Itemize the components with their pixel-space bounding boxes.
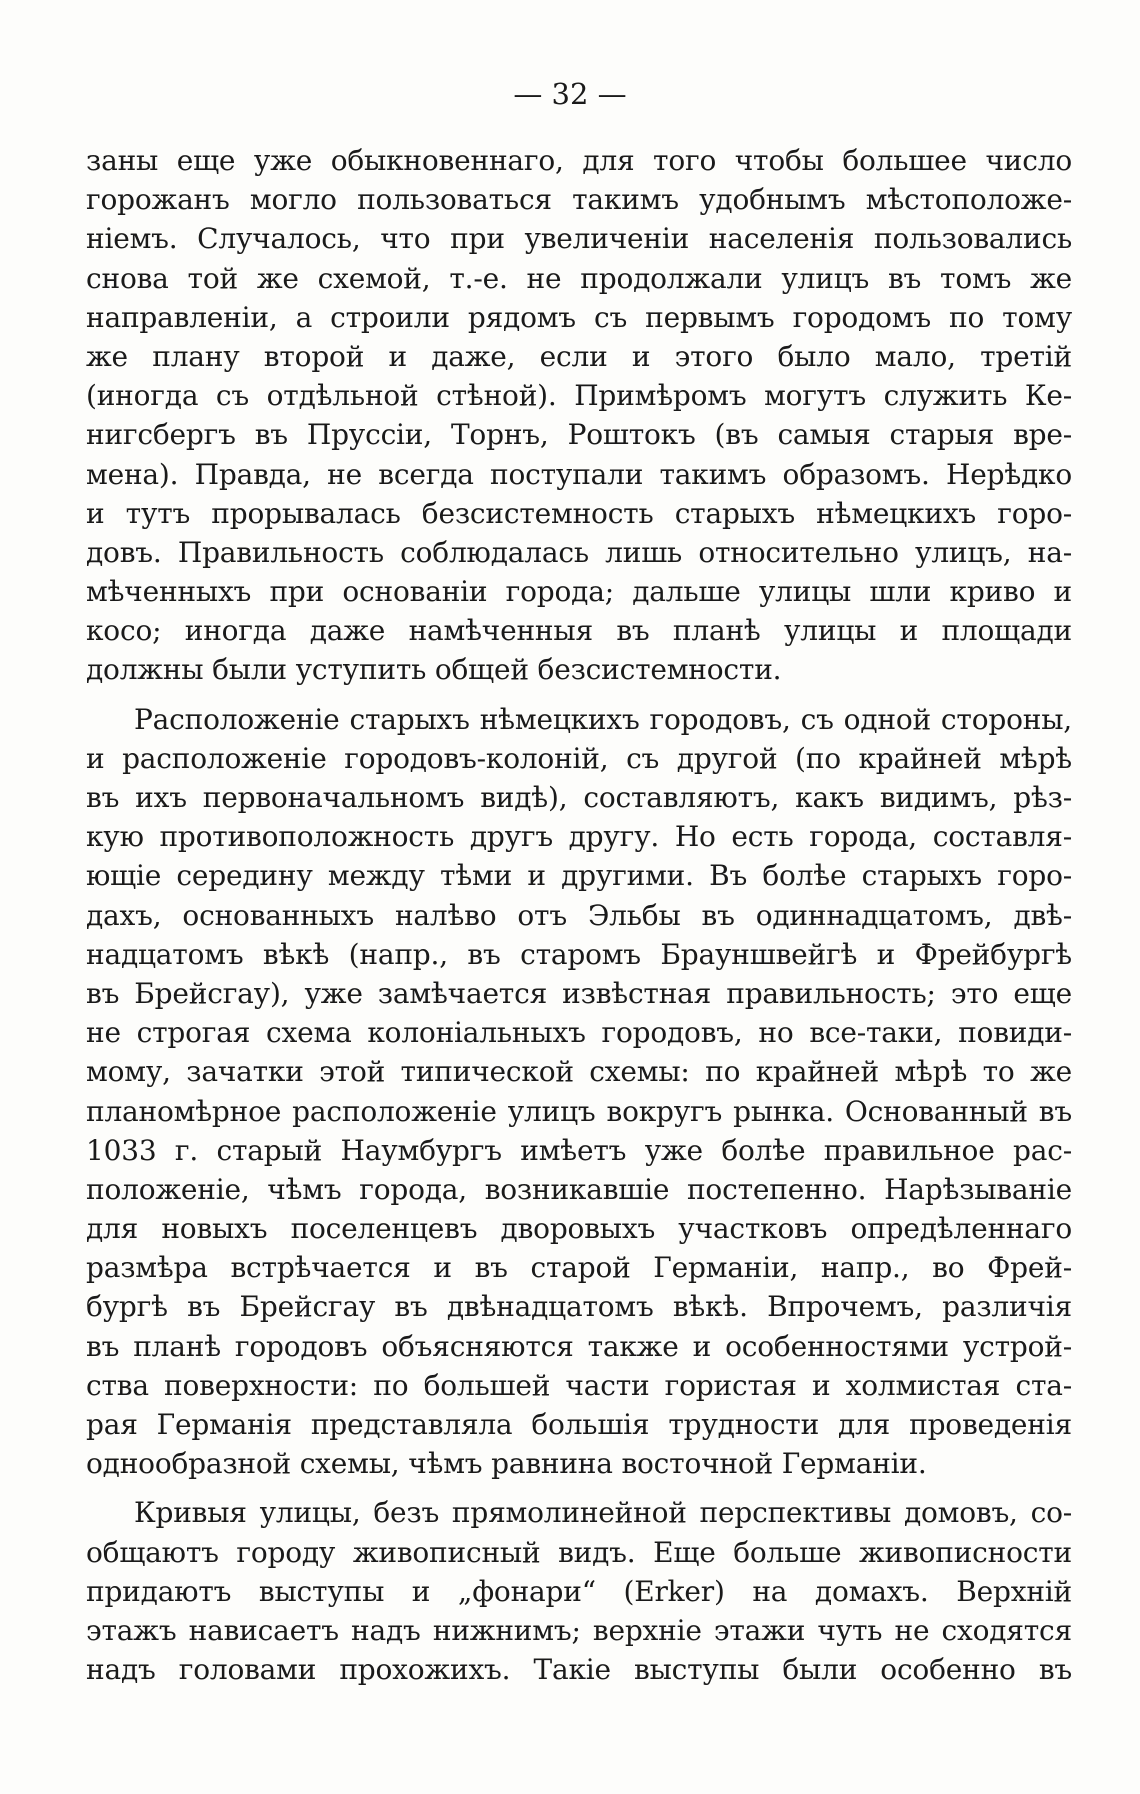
paragraph-gap — [86, 1483, 1072, 1493]
text-line: и расположеніе городовъ-колоній, съ другой (по крайней мѣрѣ — [86, 741, 1072, 775]
text-line: ніемъ. Случалось, что при увеличеніи населенія пользовались — [86, 222, 1072, 256]
text-line: же плану второй и даже, если и этого было мало, третій — [86, 339, 1072, 373]
text-line: ства поверхности: по большей части гористая и холмистая ста- — [86, 1368, 1072, 1402]
text-line: снова той же схемой, т.-е. не продолжали улицъ въ томъ же — [86, 261, 1072, 295]
text-line: однообразной схемы, чѣмъ равнина восточной Германіи. — [86, 1447, 927, 1481]
text-line: направленіи, а строили рядомъ съ первымъ городомъ по тому — [86, 300, 1072, 334]
text-line: планомѣрное расположеніе улицъ вокругъ рынка. Основанный въ — [86, 1094, 1072, 1128]
text-line: ющіе середину между тѣми и другими. Въ болѣе старыхъ горо- — [86, 859, 1072, 893]
text-line: придаютъ выступы и „фонари“ (Erker) на домахъ. Верхній — [86, 1574, 1072, 1608]
text-line: нигсбергъ въ Пруссіи, Торнъ, Роштокъ (въ самыя старыя вре- — [86, 418, 1072, 452]
text-line: надъ головами прохожихъ. Такіе выступы были особенно въ — [86, 1653, 1072, 1687]
text-line: и тутъ прорывалась безсистемность старыхъ нѣмецкихъ горо- — [86, 496, 1072, 530]
text-line: бургѣ въ Брейсгау въ двѣнадцатомъ вѣкѣ. Впрочемъ, различія — [86, 1290, 1072, 1324]
text-line: въ планѣ городовъ объясняются также и особенностями устрой- — [86, 1329, 1072, 1363]
paragraph-1 — [86, 141, 1072, 690]
text-line: 1033 г. старый Наумбургъ имѣетъ уже болѣе правильное рас- — [86, 1133, 1072, 1167]
paragraph-2 — [86, 700, 1072, 1484]
text-line: не строгая схема колоніальныхъ городовъ, но все-таки, повиди- — [86, 1016, 1072, 1050]
text-line: Расположеніе старыхъ нѣмецкихъ городовъ, съ одной стороны, — [134, 702, 1072, 736]
paragraph-3 — [86, 1493, 1072, 1689]
text-line: мому, зачатки этой типической схемы: по крайней мѣрѣ то же — [86, 1055, 1072, 1089]
text-line: дахъ, основанныхъ налѣво отъ Эльбы въ одиннадцатомъ, двѣ- — [86, 898, 1072, 932]
text-line: (иногда съ отдѣльной стѣной). Примѣромъ могутъ служить Ке- — [86, 379, 1072, 413]
text-line: Кривыя улицы, безъ прямолинейной перспективы домовъ, со- — [134, 1496, 1072, 1530]
text-line: мена). Правда, не всегда поступали такимъ образомъ. Нерѣдко — [86, 457, 1072, 491]
text-line: въ ихъ первоначальномъ видѣ), составляютъ, какъ видимъ, рѣз- — [86, 781, 1072, 814]
text-line: въ Брейсгау), уже замѣчается извѣстная правильность; это еще — [86, 976, 1072, 1010]
text-line: косо; иногда даже намѣченныя въ планѣ улицы и площади — [86, 614, 1072, 648]
text-line: общаютъ городу живописный видъ. Еще больше живописности — [86, 1535, 1072, 1569]
text-line: положеніе, чѣмъ города, возникавшіе постепенно. Нарѣзываніе — [86, 1172, 1072, 1206]
text-line: надцатомъ вѣкѣ (напр., въ старомъ Брауншвейгѣ и Фрейбургѣ — [86, 937, 1072, 971]
text-line: рая Германія представляла большія трудности для проведенія — [86, 1408, 1072, 1441]
body-text — [86, 141, 1072, 1689]
text-line: для новыхъ поселенцевъ дворовыхъ участковъ опредѣленнаго — [86, 1212, 1072, 1246]
page-number: — 32 — — [513, 77, 627, 111]
text-line: размѣра встрѣчается и въ старой Германіи, напр., во Фрей- — [86, 1251, 1072, 1285]
text-line: довъ. Правильность соблюдалась лишь относительно улицъ, на- — [86, 535, 1072, 569]
text-line: кую противоположность другъ другу. Но есть города, составля- — [86, 820, 1072, 854]
text-line: горожанъ могло пользоваться такимъ удобнымъ мѣстоположе- — [86, 183, 1072, 217]
text-line: заны еще уже обыкновеннаго, для того чтобы большее число — [86, 144, 1072, 177]
text-line: должны были уступить общей безсистемности. — [86, 653, 782, 687]
paragraph-gap — [86, 690, 1072, 700]
text-line: мѣченныхъ при основаніи города; дальше улицы шли криво и — [86, 575, 1072, 609]
text-line: этажъ нависаетъ надъ нижнимъ; верхніе этажи чуть не сходятся — [86, 1613, 1072, 1647]
